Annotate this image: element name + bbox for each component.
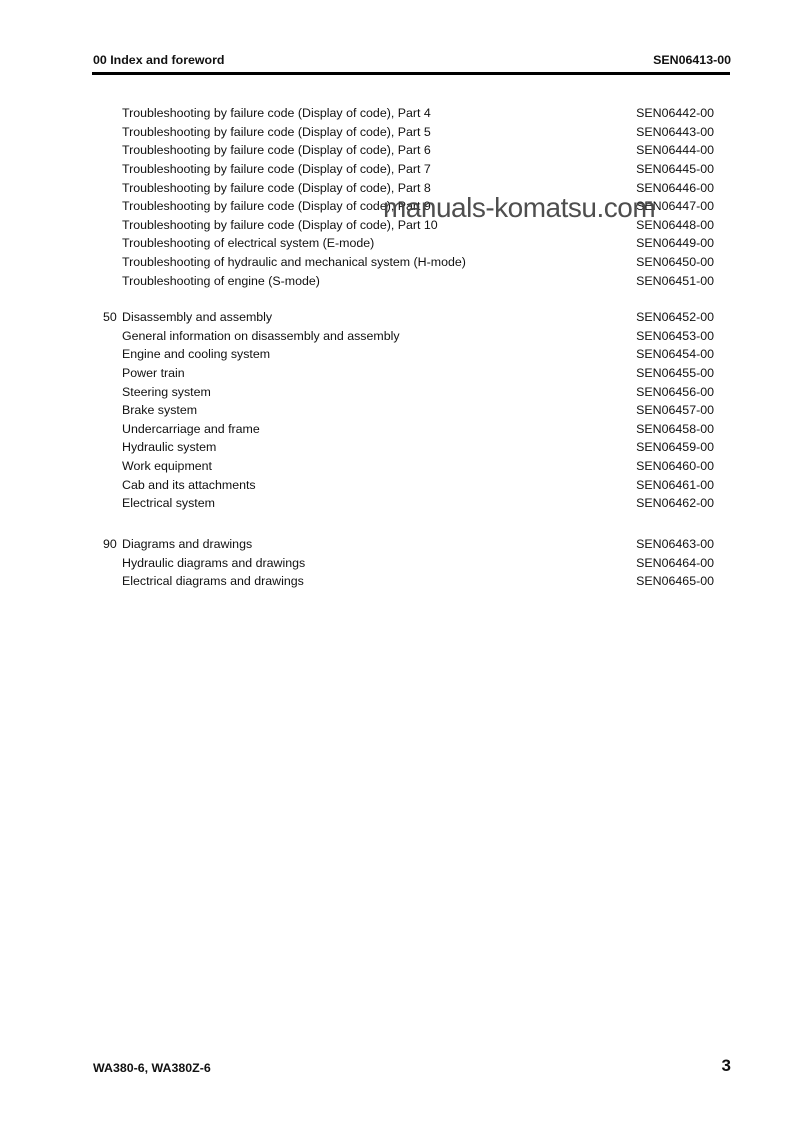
toc-entry-code: SEN06458-00	[636, 421, 714, 436]
toc-entry-row	[103, 234, 714, 253]
toc-section-number: 50	[103, 310, 117, 324]
toc-entry-title	[103, 494, 215, 513]
watermark: manuals-komatsu.com	[383, 192, 656, 223]
toc-entry-code: SEN06444-00	[636, 143, 714, 158]
toc-section-header-row	[103, 535, 714, 554]
toc-entry-title	[103, 272, 320, 291]
toc-entry-row	[103, 383, 714, 402]
toc-entry-code: SEN06464-00	[636, 555, 714, 570]
toc-entry-row	[103, 364, 714, 383]
toc-entry-title	[103, 476, 256, 495]
footer-model-names: WA380-6, WA380Z-6	[93, 1061, 211, 1075]
toc-title-text: Troubleshooting by failure code (Display of code), Part 4	[122, 106, 431, 120]
toc-entry-code: SEN06457-00	[636, 403, 714, 418]
toc-title-text: Troubleshooting of electrical system (E-mode)	[122, 236, 375, 251]
toc-entry-code: SEN06454-00	[636, 347, 714, 362]
toc-entry-code: SEN06452-00	[636, 310, 714, 324]
toc-title-text: Steering system	[122, 384, 211, 399]
header-rule	[92, 72, 730, 75]
toc-entry-title	[103, 383, 211, 402]
toc-entry-code: SEN06460-00	[636, 459, 714, 474]
toc-title-text: Diagrams and drawings	[122, 537, 253, 551]
toc-entry-title	[103, 234, 374, 253]
toc-entry-row	[103, 401, 714, 420]
toc-title-text: Power train	[122, 365, 185, 380]
toc-title-text: Troubleshooting by failure code (Display of code), Part 8	[122, 180, 431, 195]
toc-entry-code: SEN06445-00	[636, 161, 714, 176]
toc-entry-row	[103, 272, 714, 291]
toc-entry-title	[103, 160, 431, 179]
toc-entry-title	[103, 438, 216, 457]
toc-title-text: Cab and its attachments	[122, 477, 256, 492]
toc-entry-row	[103, 457, 714, 476]
toc-title-text: General information on disassembly and assembly	[122, 328, 400, 343]
toc-entry-title	[103, 572, 304, 591]
toc-entry-title	[103, 123, 431, 142]
toc-entry-code: SEN06463-00	[636, 537, 714, 551]
toc-title-text: Hydraulic system	[122, 440, 217, 455]
toc-entry-row	[103, 327, 714, 346]
toc-title-text: Troubleshooting by failure code (Display of code), Part 10	[122, 217, 438, 232]
toc-entry-title	[103, 104, 431, 123]
toc-entry-title	[103, 457, 212, 476]
toc-entry-code: SEN06447-00	[636, 199, 714, 214]
toc-entry-code: SEN06465-00	[636, 574, 714, 589]
toc-entry-code: SEN06451-00	[636, 273, 714, 288]
toc-entry-row	[103, 438, 714, 457]
toc-entry-row	[103, 123, 714, 142]
toc-title-text: Electrical system	[122, 496, 215, 511]
toc-entry-row	[103, 476, 714, 495]
toc-entry-title	[103, 345, 270, 364]
toc-entry-code: SEN06455-00	[636, 365, 714, 380]
toc-entry-row	[103, 253, 714, 272]
footer-page-number: 3	[721, 1056, 731, 1075]
toc-entry-code: SEN06462-00	[636, 496, 714, 511]
toc-entry-row	[103, 160, 714, 179]
toc-entry-row	[103, 420, 714, 439]
toc-entry-code: SEN06446-00	[636, 180, 714, 195]
toc-entry-title	[103, 554, 305, 573]
toc-title-text: Troubleshooting by failure code (Display of code), Part 6	[122, 143, 431, 158]
toc-entry-title	[103, 535, 252, 554]
toc-title-text: Engine and cooling system	[122, 347, 271, 362]
toc-entry-code: SEN06448-00	[636, 217, 714, 232]
toc-entry-row	[103, 554, 714, 573]
toc-entry-title	[103, 141, 431, 160]
toc-entry-row	[103, 345, 714, 364]
toc-entry-row	[103, 141, 714, 160]
toc-title-text: Troubleshooting by failure code (Display of code), Part 7	[122, 161, 431, 176]
toc-title-text: Hydraulic diagrams and drawings	[122, 555, 306, 570]
toc-entry-code: SEN06456-00	[636, 384, 714, 399]
toc-entry-title	[103, 420, 260, 439]
toc-entry-title	[103, 401, 197, 420]
toc-title-text: Troubleshooting by failure code (Display of code), Part 9	[122, 199, 431, 214]
toc-entry-title	[103, 253, 466, 272]
toc-entry-row	[103, 572, 714, 591]
toc-entry-code: SEN06442-00	[636, 106, 714, 120]
toc-entry-code: SEN06453-00	[636, 328, 714, 343]
toc-entry-code: SEN06461-00	[636, 477, 714, 492]
toc-section-header-row	[103, 308, 714, 327]
toc-entry-title	[103, 364, 185, 383]
toc-entry-code: SEN06443-00	[636, 124, 714, 139]
page-header	[93, 53, 731, 68]
toc-entry-row	[103, 494, 714, 513]
toc-entry-code: SEN06449-00	[636, 236, 714, 251]
toc-title-text: Electrical diagrams and drawings	[122, 574, 304, 589]
toc-title-text: Troubleshooting of hydraulic and mechanical system (H-mode)	[122, 255, 466, 270]
toc-group	[103, 308, 714, 513]
toc-title-text: Undercarriage and frame	[122, 421, 260, 436]
toc-group	[103, 535, 714, 591]
toc-entry-code: SEN06459-00	[636, 440, 714, 455]
header-doc-code: SEN06413-00	[653, 53, 731, 67]
toc-entry-title	[103, 308, 272, 327]
toc-title-text: Disassembly and assembly	[122, 310, 273, 324]
toc-entry-title	[103, 327, 400, 346]
toc-title-text: Troubleshooting of engine (S-mode)	[122, 273, 320, 288]
header-section-title: 00 Index and foreword	[93, 53, 225, 67]
toc-title-text: Troubleshooting by failure code (Display of code), Part 5	[122, 124, 431, 139]
toc-entry-title	[103, 197, 431, 216]
toc-title-text: Brake system	[122, 403, 198, 418]
toc-entry-row	[103, 104, 714, 123]
toc-section-number: 90	[103, 537, 117, 551]
toc-entry-code: SEN06450-00	[636, 255, 714, 270]
toc-title-text: Work equipment	[122, 459, 212, 474]
toc-entry-title	[103, 179, 431, 198]
